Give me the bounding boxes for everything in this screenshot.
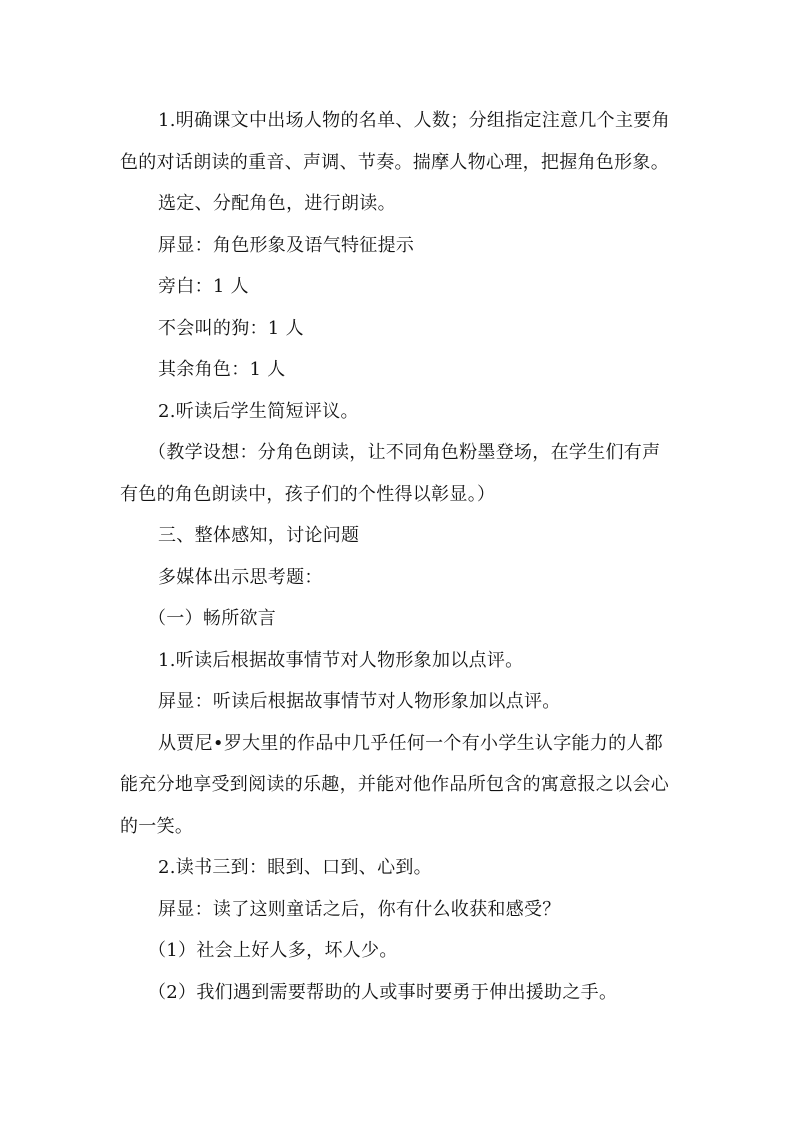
paragraph-line: 选定、分配角色，进行朗读。 — [158, 193, 396, 214]
document-body — [120, 100, 680, 1013]
paragraph-line: 多媒体出示思考题： — [158, 566, 323, 588]
paragraph-line: 屏显：听读后根据故事情节对人物形象加以点评。 — [158, 691, 561, 712]
paragraph-line: 色的对话朗读的重音、声调、节奏。揣摩人物心理，把握角色形象。 — [120, 151, 669, 173]
paragraph-line: 1.明确课文中出场人物的名单、人数；分组指定注意几个主要角 — [158, 110, 670, 131]
paragraph-line: 的一笑。 — [120, 815, 194, 837]
paragraph-line: 能充分地享受到阅读的乐趣，并能对他作品所包含的寓意报之以会心 — [120, 774, 669, 795]
paragraph-line: 有色的角色朗读中，孩子们的个性得以彰显。） — [120, 483, 496, 505]
list-item: （1）社会上好人多，坏人少。 — [148, 940, 398, 961]
paragraph-line: 屏显：角色形象及语气特征提示 — [158, 234, 415, 256]
paragraph-line: 不会叫的狗：1 人 — [158, 317, 304, 339]
paragraph-line: 2.听读后学生简短评议。 — [158, 400, 359, 422]
paragraph-line: 旁白：1 人 — [158, 276, 249, 297]
paragraph-line: 1.听读后根据故事情节对人物形象加以点评。 — [158, 649, 524, 671]
paragraph-line: 2.读书三到：眼到、口到、心到。 — [158, 857, 432, 878]
paragraph-line: 其余角色：1 人 — [158, 359, 286, 380]
paragraph-line: （教学设想：分角色朗读，让不同角色粉墨登场，在学生们有声 — [148, 442, 661, 463]
list-item: （2）我们遇到需要帮助的人或事时要勇于伸出援助之手。 — [148, 981, 618, 1003]
paragraph-line: 屏显：读了这则童话之后，你有什么收获和感受？ — [158, 898, 561, 920]
subsection-heading: （一）畅所欲言 — [148, 608, 277, 629]
paragraph-line: 从贾尼•罗大里的作品中几乎任何一个有小学生认字能力的人都 — [158, 732, 664, 754]
section-heading: 三、整体感知，讨论问题 — [158, 525, 360, 546]
